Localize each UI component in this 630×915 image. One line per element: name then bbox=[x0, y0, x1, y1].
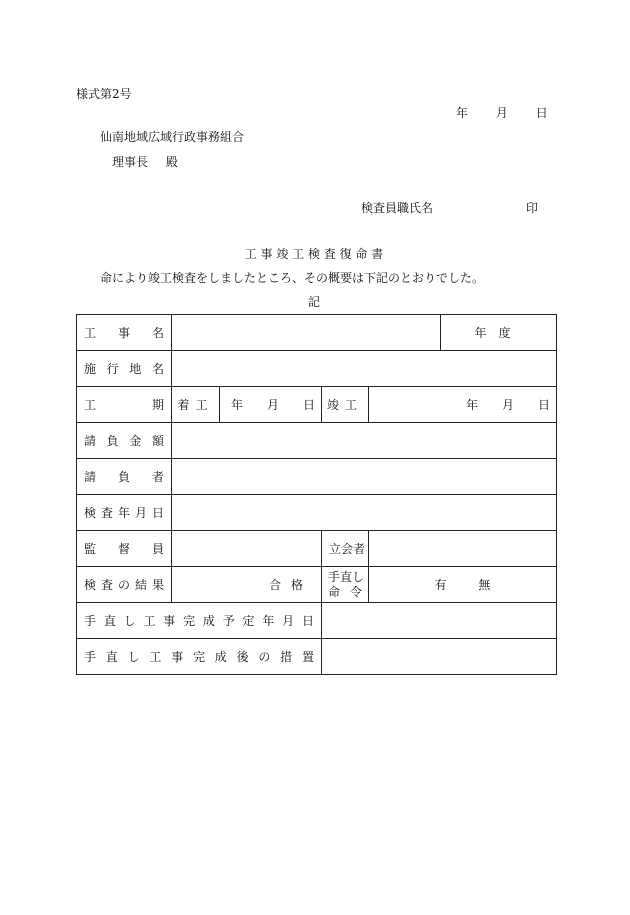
shunko-year: 年 bbox=[465, 398, 478, 412]
row-kansei-yotei bbox=[77, 603, 557, 639]
form-number: 様式第2号 bbox=[76, 87, 132, 101]
label-kensa-kekka bbox=[77, 567, 172, 603]
row-ukeoi-kingaku bbox=[77, 423, 557, 459]
label-kensa-nengappi bbox=[77, 495, 172, 531]
date-year: 年 bbox=[456, 106, 469, 120]
label-chakko bbox=[172, 387, 220, 423]
label-koji-mei bbox=[77, 315, 172, 351]
row-koji-mei bbox=[77, 315, 557, 351]
tachiaisha-text: 立 会 者 bbox=[329, 542, 366, 556]
field-umu[interactable] bbox=[369, 567, 557, 603]
label-ukeoi-kingaku bbox=[77, 423, 172, 459]
field-ukeoi-kingaku[interactable] bbox=[172, 423, 557, 459]
label-kansei-yotei bbox=[77, 603, 322, 639]
date-day: 日 bbox=[535, 106, 548, 120]
shunko-month: 月 bbox=[501, 398, 514, 412]
shunko-date bbox=[369, 396, 556, 413]
row-ukeoisha bbox=[77, 459, 557, 495]
label-kantokuin bbox=[77, 531, 172, 567]
label-ukeoisha bbox=[77, 459, 172, 495]
chakko-text: 着工 bbox=[177, 398, 214, 412]
chakko-day: 日 bbox=[302, 398, 315, 412]
umu-yes: 有 bbox=[434, 578, 447, 592]
kensa-nengappi-text: 検 査 年 月 日 bbox=[84, 506, 164, 520]
addressee-title: 理事長 bbox=[112, 155, 149, 169]
umu-no: 無 bbox=[478, 578, 491, 592]
label-nendo bbox=[441, 315, 557, 351]
kansei-sochi-text: 手 直 し 工 事 完 成 後 の 措 置 bbox=[84, 650, 314, 664]
date-month: 月 bbox=[495, 106, 508, 120]
kensa-kekka-text: 検 査 の 結 果 bbox=[84, 578, 164, 592]
chakko-year: 年 bbox=[230, 398, 243, 412]
kantokuin-text: 監 督 員 bbox=[84, 542, 164, 556]
row-kansei-sochi bbox=[77, 639, 557, 675]
row-koki bbox=[77, 387, 557, 423]
row-seko-chimei bbox=[77, 351, 557, 387]
field-ukeoisha[interactable] bbox=[172, 459, 557, 495]
tenaoshi-line1: 手 直 し bbox=[328, 570, 365, 585]
row-kantokuin bbox=[77, 531, 557, 567]
field-kantokuin[interactable] bbox=[172, 531, 322, 567]
inspection-table bbox=[76, 314, 557, 675]
kansei-yotei-text: 手 直 し 工 事 完 成 予 定 年 月 日 bbox=[84, 614, 314, 628]
label-tenaoshi-meirei bbox=[322, 567, 369, 603]
ukeoisha-text: 請 負 者 bbox=[84, 470, 164, 484]
field-seko-chimei[interactable] bbox=[172, 351, 557, 387]
inspector-label: 検査員職氏名 bbox=[361, 201, 434, 215]
row-kensa-kekka bbox=[77, 567, 557, 603]
addressee-org: 仙南地域広域行政事務組合 bbox=[100, 130, 245, 144]
field-koji-mei[interactable] bbox=[172, 315, 441, 351]
field-shunko-date[interactable] bbox=[369, 387, 557, 423]
intro-text: 命により竣工検査をしましたところ、その概要は下記のとおりでした。 bbox=[100, 271, 485, 285]
field-tachiaisha[interactable] bbox=[369, 531, 557, 567]
field-goukaku[interactable] bbox=[172, 567, 322, 603]
ki-mark: 記 bbox=[308, 295, 321, 309]
tenaoshi-line2: 命 令 bbox=[328, 584, 362, 599]
addressee-honorific: 殿 bbox=[165, 155, 178, 169]
field-kansei-sochi[interactable] bbox=[322, 639, 557, 675]
chakko-date bbox=[220, 396, 321, 413]
label-seko-chimei bbox=[77, 351, 172, 387]
shunko-text: 竣工 bbox=[326, 398, 363, 412]
label-tachiaisha bbox=[322, 531, 369, 567]
label-koki bbox=[77, 387, 172, 423]
ukeoi-kingaku-text: 請 負 金 額 bbox=[84, 434, 164, 448]
seko-chimei-text: 施 行 地 名 bbox=[84, 362, 164, 376]
field-kansei-yotei[interactable] bbox=[322, 603, 557, 639]
field-chakko-date[interactable] bbox=[220, 387, 322, 423]
shunko-day: 日 bbox=[537, 398, 550, 412]
label-shunko bbox=[322, 387, 369, 423]
koji-mei-text: 工 事 名 bbox=[84, 326, 164, 340]
label-kansei-sochi bbox=[77, 639, 322, 675]
field-kensa-nengappi[interactable] bbox=[172, 495, 557, 531]
date-line bbox=[456, 107, 548, 119]
document-title: 工 事 竣 工 検 査 復 命 書 bbox=[244, 247, 384, 261]
seal-mark: 印 bbox=[526, 201, 539, 215]
koki-text: 工 期 bbox=[84, 398, 164, 412]
goukaku-text: 合格 bbox=[268, 578, 313, 592]
row-kensa-nengappi bbox=[77, 495, 557, 531]
addressee-line bbox=[112, 156, 178, 168]
nendo-text: 年度 bbox=[474, 326, 523, 340]
chakko-month: 月 bbox=[266, 398, 279, 412]
